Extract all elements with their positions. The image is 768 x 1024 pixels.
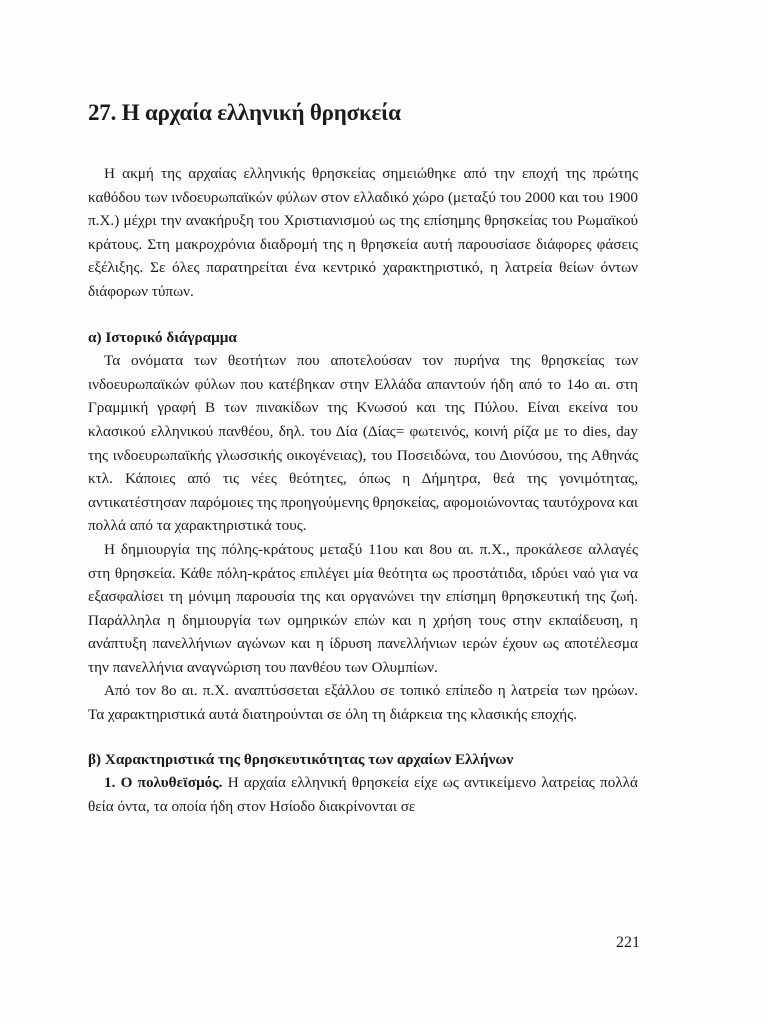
polytheism-lead: 1. Ο πολυθεϊσμός. — [104, 774, 223, 792]
section-b-paragraph — [88, 771, 638, 818]
section-a-paragraph-1: Τα ονόματα των θεοτήτων που αποτελούσαν τον πυρήνα της θρησκείας των ινδοευρωπαϊκών φύλων που κατέβηκαν στην Ελλάδα απαντούν ήδη από το 14ο αι. στη Γραμμική γραφή Β των πινακίδων της Κνωσού και της Πύλου. Είναι εκείνα του κλασικού ελληνικού πανθέου, δηλ. του Δία (Δίας= φωτεινός, κοινή ρίζα με το dies, day της ινδοευρωπαϊκής γλωσσικής οικογένειας), του Ποσειδώνα, του Διονύσου, της Αθηνάς κτλ. Κάποιες από τις νέες θεότητες, όπως η Δήμητρα, θεά της γονιμότητας, αντικατέστησαν παρόμοιες της προηγούμενης θρησκείας, αφομοιώνοντας ταυτόχρονα και πολλά από τα χαρακτηριστικά τους. — [88, 352, 638, 535]
page-content — [88, 100, 638, 818]
page-number: 221 — [616, 934, 640, 951]
section-a-paragraph-2: Η δημιουργία της πόλης-κράτους μεταξύ 11ου και 8ου αι. π.Χ., προκάλεσε αλλαγές στη θρησκεία. Κάθε πόλη-κράτος επιλέγει μία θεότητα ως προστάτιδα, ιδρύει ναό για να εξασφαλίσει τη μόνιμη παρουσία της και οργανώνει την επίσημη θρησκευτική της ζωή. Παράλληλα η δημιουργία των ομηρικών επών και η χρήση τους στην εκπαίδευση, η ανάπτυξη πανελλήνιων αγώνων και η ίδρυση πανελλήνιων ιερών έχουν ως αποτέλεσμα την πανελλήνια αναγνώριση του πανθέου των Ολυμπίων. — [88, 540, 638, 676]
section-a-heading: α) Ιστορικό διάγραμμα — [88, 328, 237, 346]
section-b-heading: β) Χαρακτηριστικά της θρησκευτικότητας των αρχαίων Ελλήνων — [88, 750, 514, 768]
intro-paragraph: Η ακμή της αρχαίας ελληνικής θρησκείας σημειώθηκε από την εποχή της πρώτης καθόδου των ινδοευρωπαϊκών φύλων στον ελλαδικό χώρο (μεταξύ του 2000 και του 1900 π.Χ.) μέχρι την ανακήρυξη του Χριστιανισμού ως της επίσημης θρησκείας του Ρωμαϊκού κράτους. Στη μακροχρόνια διαδρομή της η θρησκεία αυτή παρουσίασε διάφορες φάσεις εξέλιξης. Σε όλες παρατηρείται ένα κεντρικό χαρακτηριστικό, η λατρεία θείων όντων διάφορων τύπων. — [88, 165, 638, 300]
polytheism-text: Η αρχαία ελληνική θρησκεία είχε ως αντικείμενο λατρείας πολλά θεία όντα, τα οποία ήδη στον Ησίοδο διακρίνονται σε — [88, 774, 638, 815]
section-a-paragraph-3: Από τον 8ο αι. π.Χ. αναπτύσσεται εξάλλου σε τοπικό επίπεδο η λατρεία των ηρώων. Τα χαρακτηριστικά αυτά διατηρούνται σε όλη τη διάρκεια της κλασικής εποχής. — [88, 682, 638, 724]
chapter-title: 27. Η αρχαία ελληνική θρησκεία — [88, 100, 401, 125]
